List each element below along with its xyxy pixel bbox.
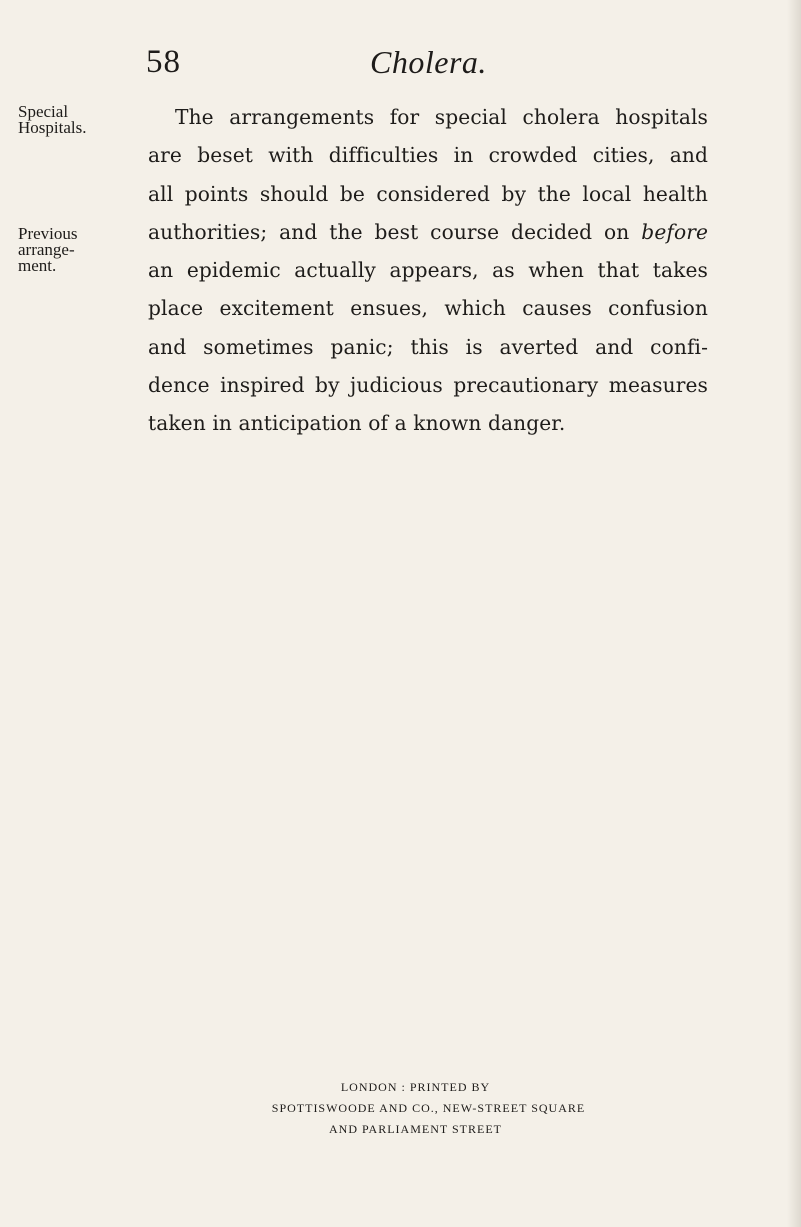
page-edge-shadow [787, 0, 801, 1227]
margin-note-line: Hospitals. [18, 118, 87, 137]
text-segment: authorities; and the best course decided on [148, 219, 642, 244]
text-line: The arrangements for special cholera hospitals [175, 105, 708, 129]
page-number: 58 [146, 44, 181, 80]
imprint-line: SPOTTISWOODE AND CO., NEW-STREET SQUARE [271, 1101, 586, 1115]
text-line: place excitement ensues, which causes confusion [148, 296, 708, 321]
margin-note-previous-arrangement [18, 226, 133, 274]
imprint-line: LONDON : PRINTED BY [340, 1080, 491, 1094]
margin-note-line: Special [18, 102, 69, 121]
margin-note-special-hospitals [18, 104, 133, 136]
italic-word-before: before [641, 219, 708, 244]
margin-note-line: Previous [18, 224, 78, 243]
running-header [0, 42, 801, 92]
running-title: Cholera. [370, 44, 487, 80]
text-line: and sometimes panic; this is averted and confi- [148, 334, 708, 359]
text-line: are beset with difficulties in crowded cities, and [148, 143, 708, 168]
text-line-with-italic [148, 213, 708, 251]
margin-note-line: arrange- [18, 240, 75, 259]
text-line: an epidemic actually appears, as when that takes [148, 258, 708, 283]
body-paragraph [148, 98, 708, 443]
margin-note-line: ment. [18, 256, 57, 275]
text-line: dence inspired by judicious precautionary measures [148, 373, 708, 398]
text-line-last: taken in anticipation of a known danger. [148, 411, 566, 436]
printer-imprint [0, 1077, 801, 1140]
imprint-line: AND PARLIAMENT STREET [328, 1122, 502, 1136]
text-line: all points should be considered by the local health [148, 181, 708, 206]
